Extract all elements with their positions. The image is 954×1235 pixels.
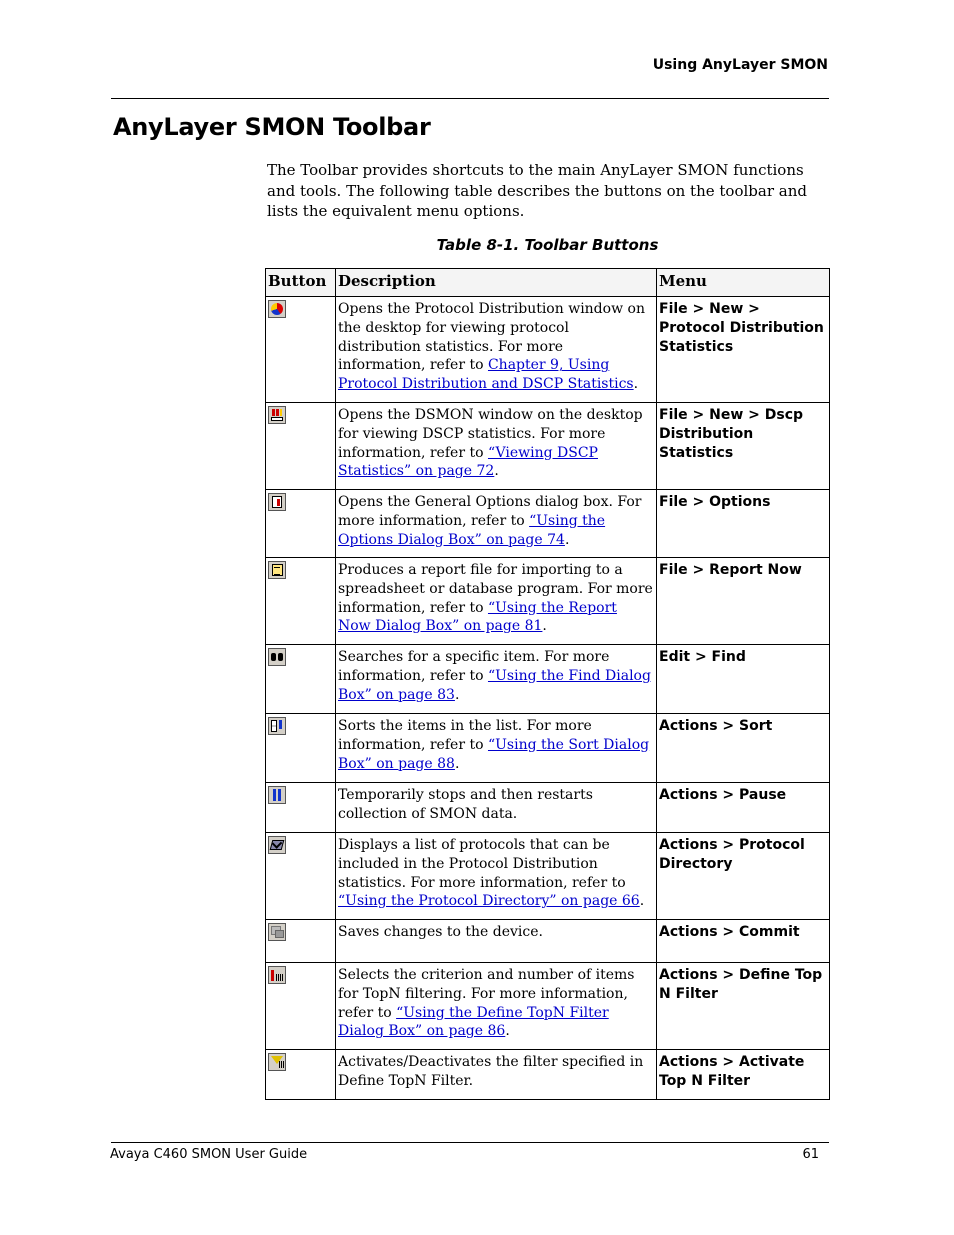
description-end: . bbox=[542, 618, 547, 635]
menu-path: Actions > Pause bbox=[657, 783, 830, 833]
footer-rule bbox=[111, 1142, 829, 1143]
table-row bbox=[266, 297, 830, 403]
description-cell bbox=[336, 920, 657, 963]
table-row bbox=[266, 783, 830, 833]
column-header-menu: Menu bbox=[657, 269, 830, 297]
description-cell bbox=[336, 403, 657, 490]
button-cell bbox=[266, 403, 336, 490]
button-cell bbox=[266, 1050, 336, 1100]
description-cell bbox=[336, 490, 657, 558]
description-cell bbox=[336, 297, 657, 403]
menu-path: Actions > Commit bbox=[657, 920, 830, 963]
description-text: Activates/Deactivates the filter specified in Define TopN Filter. bbox=[338, 1054, 644, 1089]
description-text: Produces a report file for importing to a spreadsheet or database program. For more information, refer to bbox=[338, 562, 653, 616]
description-end: . bbox=[639, 893, 645, 910]
table-row bbox=[266, 645, 830, 714]
description-end: . bbox=[454, 755, 460, 772]
menu-path: Actions > Define Top N Filter bbox=[657, 963, 830, 1050]
button-cell bbox=[266, 558, 336, 645]
description-text: Displays a list of protocols that can be included in the Protocol Distribution statistics. For more information, refer to bbox=[338, 837, 626, 891]
pause-icon bbox=[268, 786, 286, 804]
cross-reference-link[interactable]: Chapter 9, Using Protocol Distribution and DSCP Statistics bbox=[338, 357, 634, 393]
description-cell bbox=[336, 833, 657, 920]
protocol-directory-icon bbox=[268, 836, 286, 854]
description-end: . bbox=[454, 686, 460, 703]
toolbar-buttons-table bbox=[265, 268, 830, 1100]
description-text: Sorts the items in the list. For more information, refer to bbox=[338, 718, 592, 753]
table-row bbox=[266, 1050, 830, 1100]
table-header-row bbox=[266, 269, 830, 297]
description-cell bbox=[336, 645, 657, 714]
button-cell bbox=[266, 645, 336, 714]
table-row bbox=[266, 558, 830, 645]
table-row bbox=[266, 833, 830, 920]
running-header: Using AnyLayer SMON bbox=[652, 57, 828, 73]
intro-paragraph: The Toolbar provides shortcuts to the main AnyLayer SMON functions and tools. The following table describes the buttons on the toolbar and lists the equivalent menu options. bbox=[267, 161, 807, 220]
footer-document-title: Avaya C460 SMON User Guide bbox=[110, 1147, 308, 1162]
find-binoculars-icon bbox=[268, 648, 286, 666]
cross-reference-link[interactable]: “Using the Protocol Directory” on page 66 bbox=[338, 893, 640, 910]
table-row bbox=[266, 490, 830, 558]
button-cell bbox=[266, 297, 336, 403]
menu-path: File > Options bbox=[657, 490, 830, 558]
button-cell bbox=[266, 490, 336, 558]
description-cell bbox=[336, 963, 657, 1050]
table-row bbox=[266, 714, 830, 783]
description-cell bbox=[336, 558, 657, 645]
description-cell bbox=[336, 783, 657, 833]
footer-page-number: 61 bbox=[802, 1147, 819, 1162]
button-cell bbox=[266, 920, 336, 963]
cross-reference-link[interactable]: “Using the Find Dialog Box” on page 83 bbox=[338, 667, 651, 703]
menu-path: Edit > Find bbox=[657, 645, 830, 714]
protocol-distribution-icon bbox=[268, 300, 286, 318]
description-end: . bbox=[494, 463, 499, 480]
menu-path: File > New > Dscp Distribution Statistics bbox=[657, 403, 830, 490]
description-end: . bbox=[633, 376, 639, 393]
button-cell bbox=[266, 783, 336, 833]
menu-path: File > Report Now bbox=[657, 558, 830, 645]
table-caption: Table 8-1. Toolbar Buttons bbox=[436, 236, 659, 254]
column-header-description: Description bbox=[336, 269, 657, 297]
options-icon bbox=[268, 493, 286, 511]
description-text: Opens the Protocol Distribution window on the desktop for viewing protocol distribution statistics. For more information, refer to bbox=[338, 301, 645, 374]
cross-reference-link[interactable]: “Using the Report Now Dialog Box” on page 81 bbox=[338, 599, 617, 635]
cross-reference-link[interactable]: “Viewing DSCP Statistics” on page 72 bbox=[338, 444, 598, 480]
menu-path: Actions > Protocol Directory bbox=[657, 833, 830, 920]
menu-path: Actions > Activate Top N Filter bbox=[657, 1050, 830, 1100]
table-row bbox=[266, 403, 830, 490]
cross-reference-link[interactable]: “Using the Define TopN Filter Dialog Box” on page 86 bbox=[338, 1004, 609, 1040]
cross-reference-link[interactable]: “Using the Sort Dialog Box” on page 88 bbox=[338, 736, 650, 772]
description-text: Opens the DSMON window on the desktop for viewing DSCP statistics. For more information, refer to bbox=[338, 407, 643, 461]
sort-icon bbox=[268, 717, 286, 735]
button-cell bbox=[266, 714, 336, 783]
description-text: Searches for a specific item. For more information, refer to bbox=[338, 649, 610, 684]
table-row bbox=[266, 920, 830, 963]
description-text: Saves changes to the device. bbox=[338, 924, 543, 940]
column-header-button: Button bbox=[266, 269, 336, 297]
description-end: . bbox=[564, 531, 570, 548]
table-row bbox=[266, 963, 830, 1050]
activate-topn-filter-icon bbox=[268, 1053, 286, 1071]
description-text: Selects the criterion and number of items for TopN filtering. For more information, refer to bbox=[338, 967, 635, 1021]
header-rule bbox=[111, 98, 829, 99]
description-end: . bbox=[505, 1023, 510, 1040]
description-text: Opens the General Options dialog box. For more information, refer to bbox=[338, 494, 642, 529]
page-title: AnyLayer SMON Toolbar bbox=[113, 113, 431, 141]
description-cell bbox=[336, 714, 657, 783]
description-cell bbox=[336, 1050, 657, 1100]
report-icon bbox=[268, 561, 286, 579]
menu-path: Actions > Sort bbox=[657, 714, 830, 783]
button-cell bbox=[266, 833, 336, 920]
commit-icon bbox=[268, 923, 286, 941]
cross-reference-link[interactable]: “Using the Options Dialog Box” on page 74 bbox=[338, 512, 606, 548]
button-cell bbox=[266, 963, 336, 1050]
menu-path: File > New > Protocol Distribution Statistics bbox=[657, 297, 830, 403]
dscp-statistics-icon bbox=[268, 406, 286, 424]
description-text: Temporarily stops and then restarts collection of SMON data. bbox=[338, 787, 593, 822]
define-topn-filter-icon bbox=[268, 966, 286, 984]
